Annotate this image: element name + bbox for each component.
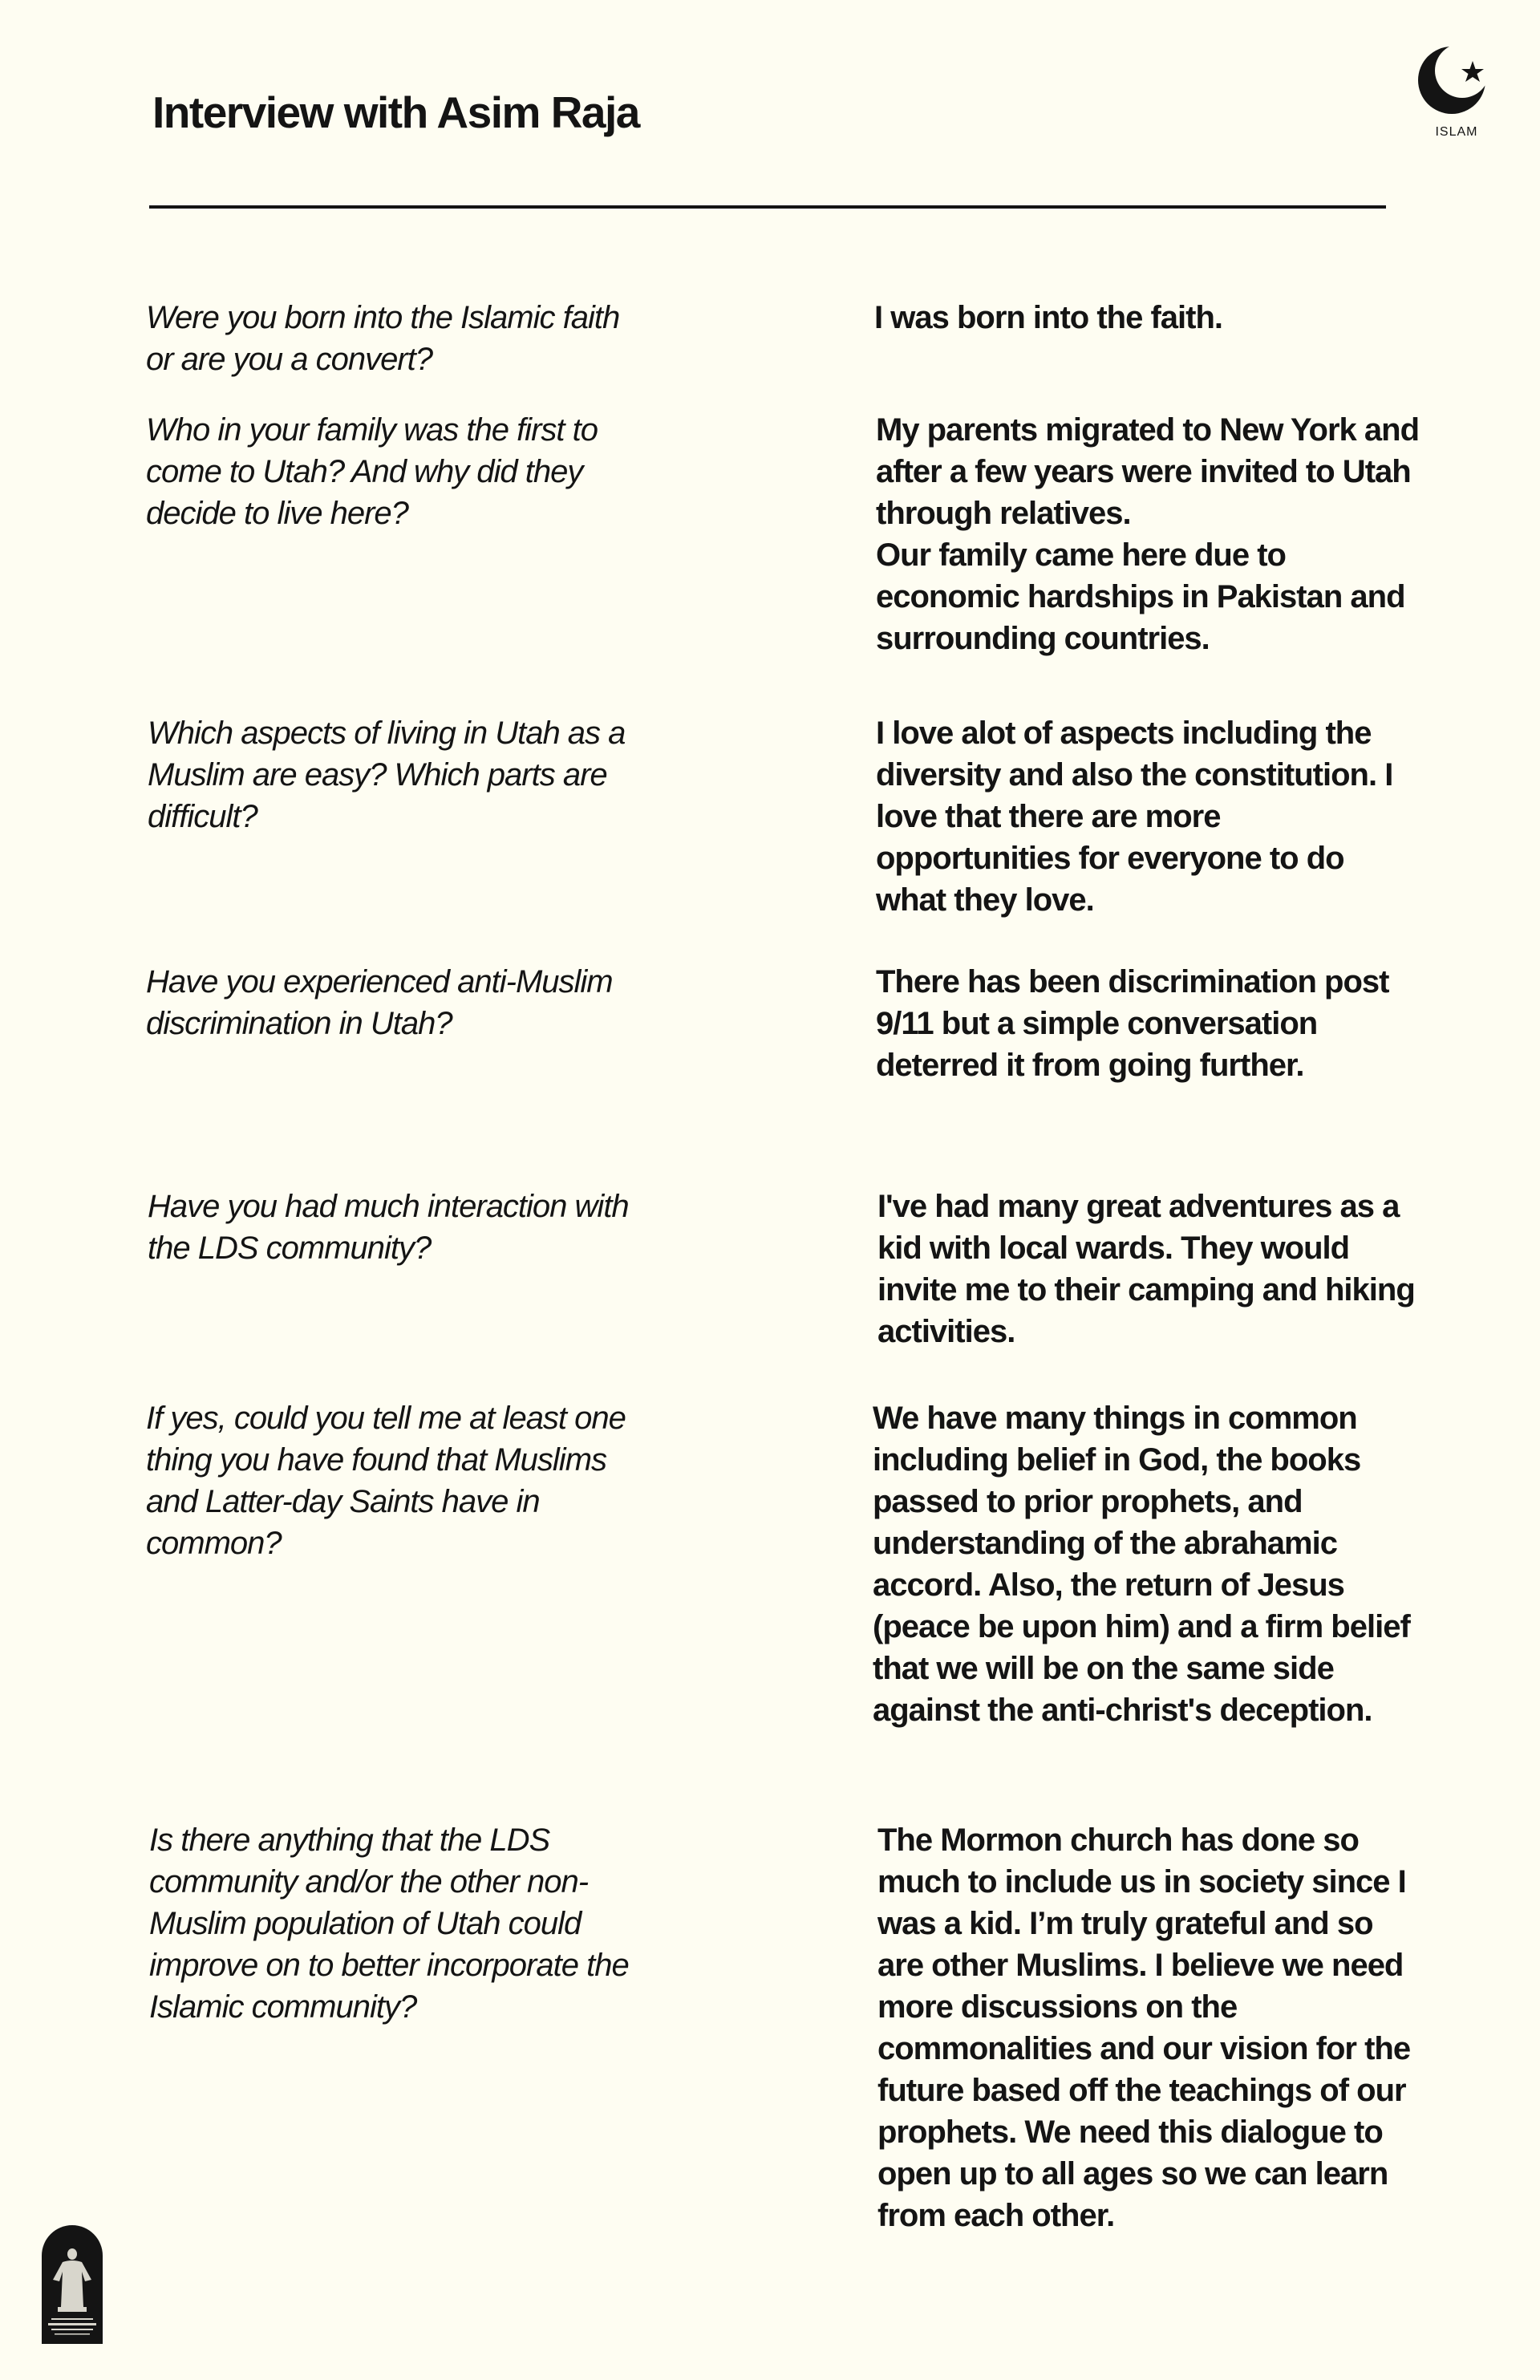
question-3: Which aspects of living in Utah as a Muslim are easy? Which parts are difficult? [148,716,626,834]
question-2: Who in your family was the first to come to Utah? And why did they decide to live here? [146,412,598,531]
question-6: If yes, could you tell me at least one thing you have found that Muslims and Latter-day Saints have in common? [146,1401,626,1561]
page-title: Interview with Asim Raja [152,87,639,137]
answer-3: I love alot of aspects including the diversity and also the constitution. I love that there are more opportunities for everyone to do what they love. [876,716,1393,918]
answer-1: I was born into the faith. [874,300,1222,335]
church-emblem-icon [38,2224,106,2344]
question-5: Have you had much interaction with the LDS community? [148,1189,629,1266]
logo-label: ISLAM [1435,125,1478,139]
answer-5: I've had many great adventures as a kid with local wards. They would invite me to their camping and hiking activities. [877,1189,1415,1349]
answer-6: We have many things in common including belief in God, the books passed to prior prophets, and understanding of the abrahamic accord. Also, the return of Jesus (peace be upon him) and a firm belief that we will be on the same side against the anti-christ's deception. [873,1401,1410,1728]
answer-2: My parents migrated to New York and after a few years were invited to Utah through relatives. Our family came here due to economic hardships in Pakistan and surrounding countries. [876,412,1420,656]
church-emblem [38,2224,106,2344]
title-divider [149,205,1386,209]
question-7: Is there anything that the LDS community and/or the other non-Muslim population of Utah could improve on to better incorporate the Islamic community? [149,1823,629,2025]
question-1: Were you born into the Islamic faith or are you a convert? [146,300,620,377]
religion-logo [1418,39,1495,140]
answer-7: The Mormon church has done so much to include us in society since I was a kid. I’m truly grateful and so are other Muslims. I believe we need more discussions on the commonalities and our vision for the future based off the teachings of our prophets. We need this dialogue to open up to all ages so we can learn from each other. [877,1823,1411,2233]
crescent-star-icon [1418,39,1495,119]
answer-4: There has been discrimination post 9/11 but a simple conversation deterred it from going further. [876,964,1389,1083]
question-4: Have you experienced anti-Muslim discrimination in Utah? [146,964,613,1041]
